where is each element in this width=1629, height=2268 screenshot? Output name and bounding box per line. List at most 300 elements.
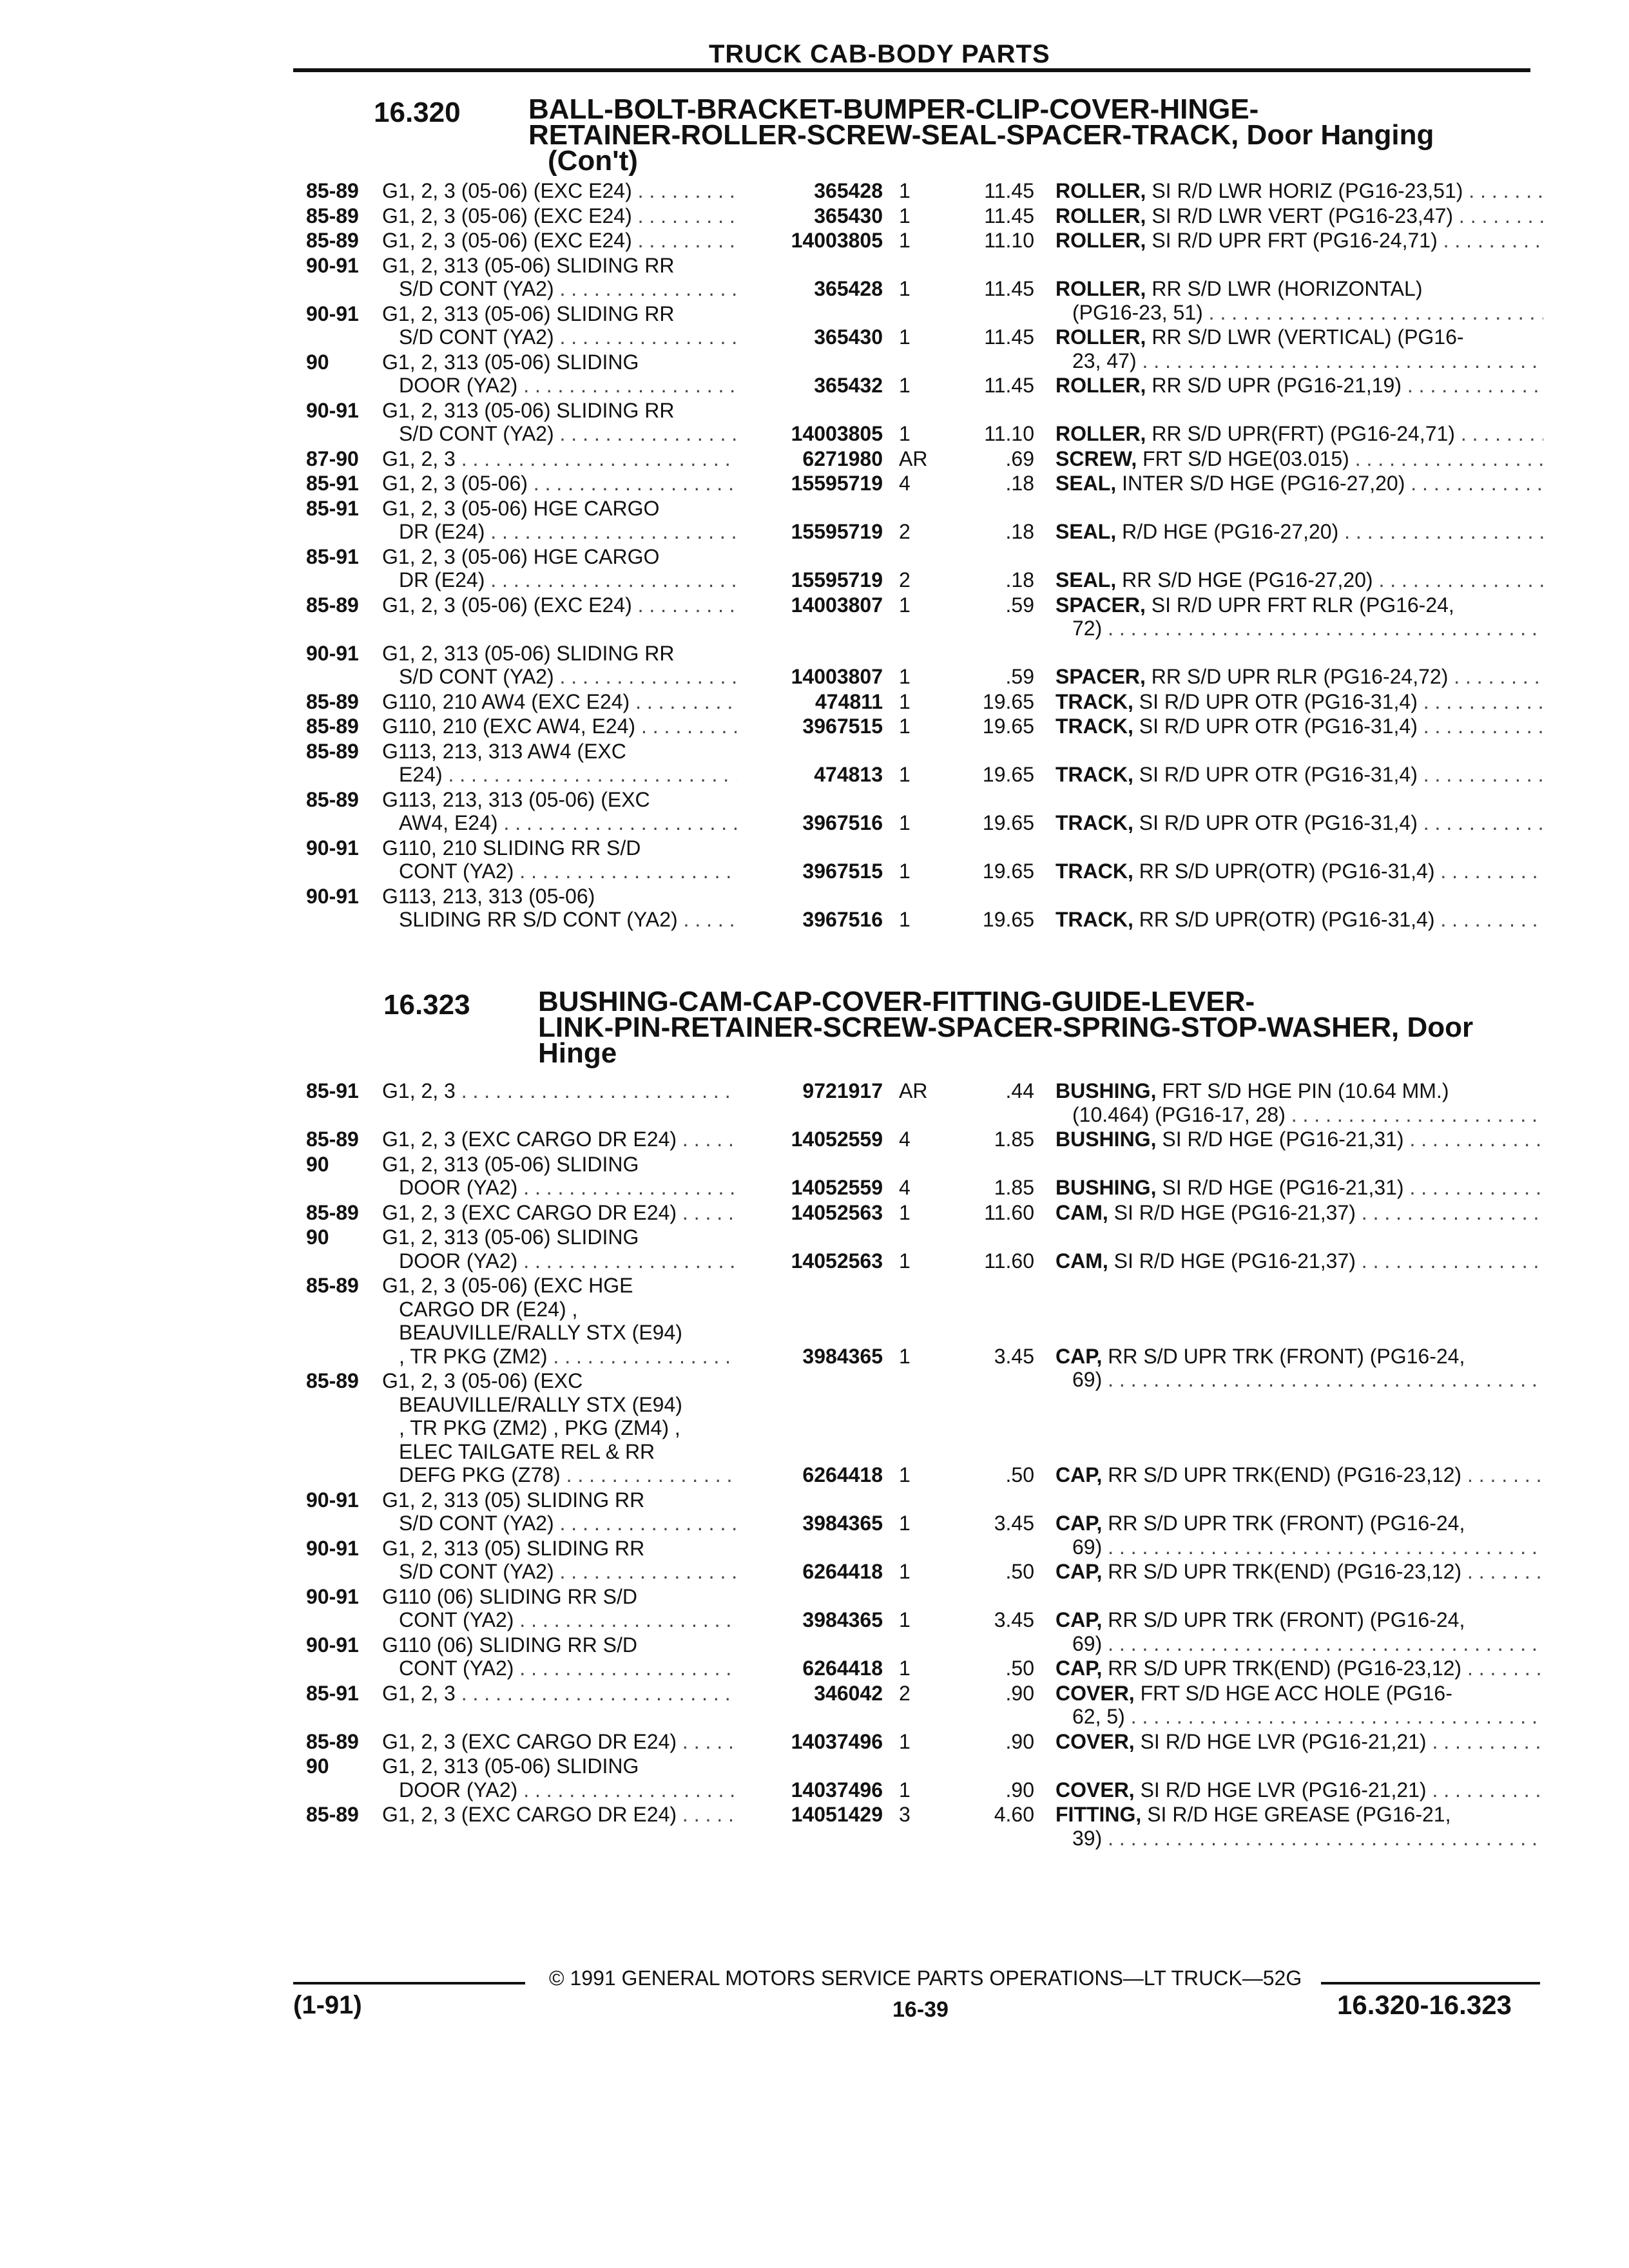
description-cell	[1055, 1682, 1543, 1729]
part-number: 14052563	[791, 1249, 883, 1273]
description-line	[1055, 690, 1543, 714]
year-range: 85-89	[306, 204, 359, 227]
description-head: CAP,	[1055, 1344, 1103, 1368]
price: 3.45	[994, 1344, 1034, 1368]
description-text: INTER S/D HGE (PG16-27,20)	[1122, 472, 1405, 495]
price: 19.65	[982, 763, 1034, 786]
price: 19.65	[982, 908, 1034, 931]
application-cell	[382, 1369, 737, 1487]
part-number: 3984365	[802, 1512, 883, 1535]
description-line	[1055, 908, 1543, 932]
part-number: 6264418	[802, 1463, 883, 1486]
description-line	[1055, 715, 1543, 738]
application-line: ELEC TAILGATE REL & RR	[399, 1439, 655, 1463]
quantity: 1	[899, 811, 911, 834]
table-row	[306, 1537, 1543, 1585]
application-cell	[382, 497, 737, 544]
application-line: S/D CONT (YA2) . . .	[382, 665, 737, 689]
description-text: 39)	[1072, 1826, 1103, 1850]
description-line	[1055, 1705, 1543, 1729]
application-line: G1, 2, 313 (05-06) SLIDING	[382, 1152, 639, 1176]
year-range: 85-89	[306, 1274, 359, 1297]
description-line	[1055, 204, 1543, 228]
part-number: 14052559	[791, 1128, 883, 1151]
table-row	[306, 1682, 1543, 1730]
application-cell	[382, 254, 737, 301]
description-cell	[1055, 204, 1543, 228]
description-cell	[1055, 860, 1543, 883]
part-number: 6264418	[802, 1657, 883, 1680]
description-head: CAM,	[1055, 1200, 1108, 1224]
application-cell	[382, 1488, 737, 1535]
application-line: G1, 2, 313 (05-06) SLIDING RR	[382, 253, 675, 277]
description-head: ROLLER,	[1055, 204, 1146, 227]
table-row	[306, 836, 1543, 885]
application-line: G110 (06) SLIDING RR S/D	[382, 1633, 637, 1657]
application-cell	[382, 1079, 737, 1103]
parts-list	[306, 179, 1543, 933]
price: 3.45	[994, 1608, 1034, 1631]
application-line: G1, 2, 313 (05) SLIDING RR	[382, 1488, 645, 1512]
application-cell	[382, 885, 737, 932]
description-head: CAM,	[1055, 1249, 1108, 1273]
part-number: 14003805	[791, 422, 883, 445]
footer-date: (1-91)	[293, 1991, 362, 2019]
description-text: SI R/D UPR FRT (PG16-24,71)	[1152, 229, 1438, 252]
description-text: SI R/D HGE LVR (PG16-21,21)	[1140, 1729, 1427, 1753]
description-text: SI R/D HGE GREASE (PG16-21,	[1147, 1803, 1451, 1826]
description-head: CAP,	[1055, 1560, 1103, 1583]
description-head: ROLLER,	[1055, 277, 1146, 300]
description-cell	[1055, 715, 1543, 738]
quantity: 2	[899, 1681, 911, 1705]
application-cell	[382, 593, 737, 617]
application-line: G1, 2, 3 (05-06) (EXC E24) . . .	[382, 179, 737, 203]
application-cell	[382, 788, 737, 835]
part-number: 474813	[814, 763, 883, 786]
description-text: RR S/D UPR(OTR) (PG16-31,4)	[1139, 860, 1435, 883]
description-text: SI R/D HGE (PG16-21,31)	[1162, 1176, 1404, 1199]
description-text: (PG16-23, 51)	[1072, 300, 1203, 324]
price: 4.60	[994, 1803, 1034, 1826]
application-line: G110 (06) SLIDING RR S/D	[382, 1584, 637, 1608]
year-range: 85-89	[306, 593, 359, 617]
quantity: 1	[899, 1463, 911, 1486]
part-number: 14051429	[791, 1803, 883, 1826]
description-text: RR S/D UPR RLR (PG16-24,72)	[1151, 665, 1449, 688]
description-line	[1055, 1249, 1543, 1273]
description-head: BUSHING,	[1055, 1176, 1157, 1199]
page-number: 16-39	[892, 1997, 949, 2022]
application-line: G113, 213, 313 (05-06) (EXC	[382, 787, 650, 811]
description-head: COVER,	[1055, 1729, 1135, 1753]
application-line: AW4, E24) . . .	[382, 811, 737, 835]
part-number: 3984365	[802, 1344, 883, 1368]
description-text: 69)	[1072, 1368, 1103, 1391]
description-cell	[1055, 422, 1543, 446]
description-line	[1055, 593, 1543, 617]
application-cell	[382, 1153, 737, 1200]
application-line: S/D CONT (YA2) . . .	[382, 422, 737, 446]
quantity: AR	[899, 447, 928, 470]
application-cell	[382, 1585, 737, 1632]
price: 11.45	[984, 325, 1034, 349]
quantity: 1	[899, 1512, 911, 1535]
description-line	[1055, 1730, 1543, 1754]
description-line	[1055, 568, 1543, 592]
footer-rule	[293, 1982, 525, 1984]
description-line	[1055, 325, 1543, 349]
application-cell	[382, 740, 737, 787]
description-head: ROLLER,	[1055, 422, 1146, 445]
quantity: 4	[899, 1128, 911, 1151]
section-title	[528, 93, 1547, 177]
description-cell	[1055, 1079, 1543, 1126]
description-text: SI R/D HGE (PG16-21,37)	[1113, 1200, 1356, 1224]
description-text: R/D HGE (PG16-27,20)	[1122, 520, 1339, 543]
table-row	[306, 1274, 1543, 1391]
application-line: G110, 210 (EXC AW4, E24) . . .	[382, 715, 737, 738]
section-title-line: BALL-BOLT-BRACKET-BUMPER-CLIP-COVER-HINGE-	[528, 93, 1259, 125]
table-row	[306, 472, 1543, 497]
application-line: G1, 2, 3 (05-06) HGE CARGO	[382, 544, 660, 568]
application-line: CONT (YA2) . . .	[382, 860, 737, 883]
section-range: 16.320-16.323	[1337, 1990, 1512, 2020]
description-line	[1055, 1608, 1543, 1632]
description-line	[1055, 763, 1543, 787]
description-text: RR S/D LWR (HORIZONTAL)	[1152, 277, 1423, 300]
year-range: 90-91	[306, 1536, 359, 1560]
description-text: SI R/D HGE LVR (PG16-21,21)	[1140, 1778, 1427, 1802]
application-line: G1, 2, 3 (05-06) HGE CARGO	[382, 496, 660, 520]
description-line	[1055, 617, 1543, 640]
application-line: G1, 2, 3 (05-06) (EXC	[382, 1369, 583, 1392]
description-head: ROLLER,	[1055, 229, 1146, 252]
description-line	[1055, 179, 1543, 203]
table-row	[306, 740, 1543, 788]
application-cell	[382, 179, 737, 203]
year-range: 85-89	[306, 1369, 359, 1392]
description-cell	[1055, 1249, 1543, 1273]
table-row	[306, 204, 1543, 229]
description-line	[1055, 277, 1543, 301]
application-line: G1, 2, 3 (EXC CARGO DR E24) . . .	[382, 1128, 737, 1151]
price: 19.65	[982, 689, 1034, 713]
year-range: 85-89	[306, 1729, 359, 1753]
quantity: 4	[899, 1176, 911, 1199]
year-range: 85-91	[306, 472, 359, 495]
year-range: 90-91	[306, 836, 359, 860]
table-row	[306, 1225, 1543, 1274]
part-number: 3984365	[802, 1608, 883, 1631]
price: 11.45	[984, 204, 1034, 227]
table-row	[306, 497, 1543, 545]
page-title: TRUCK CAB-BODY PARTS	[709, 40, 1050, 68]
table-row	[306, 1079, 1543, 1128]
application-line: DOOR (YA2) . . .	[382, 1249, 737, 1273]
description-head: BUSHING,	[1055, 1079, 1157, 1102]
part-number: 365430	[814, 325, 883, 349]
description-text: FRT S/D HGE ACC HOLE (PG16-	[1140, 1681, 1452, 1705]
price: .18	[1005, 568, 1034, 591]
table-row	[306, 1730, 1543, 1755]
year-range: 85-89	[306, 787, 359, 811]
application-line: G1, 2, 313 (05-06) SLIDING RR	[382, 398, 675, 422]
table-row	[306, 1201, 1543, 1226]
price: .59	[1005, 665, 1034, 688]
application-cell	[382, 229, 737, 253]
table-row	[306, 302, 1543, 372]
table-row	[306, 1128, 1543, 1153]
application-line: G1, 2, 3 (05-06) (EXC E24) . . .	[382, 593, 737, 617]
year-range: 85-89	[306, 715, 359, 738]
price: 11.45	[984, 179, 1034, 202]
table-row	[306, 447, 1543, 472]
application-line: G1, 2, 313 (05) SLIDING RR	[382, 1536, 645, 1560]
description-cell	[1055, 179, 1543, 203]
quantity: 4	[899, 472, 911, 495]
section-title-line: LINK-PIN-RETAINER-SCREW-SPACER-SPRING-STOP-WASHER, Door	[538, 1012, 1474, 1043]
application-line: G1, 2, 3 . . .	[382, 447, 737, 471]
description-cell	[1055, 763, 1543, 787]
description-text: 69)	[1072, 1631, 1103, 1655]
description-text: RR S/D LWR (VERTICAL) (PG16-	[1152, 325, 1464, 349]
description-text: SI R/D HGE (PG16-21,37)	[1113, 1249, 1356, 1273]
description-line	[1055, 665, 1543, 689]
description-head: TRACK,	[1055, 715, 1133, 738]
table-row	[306, 788, 1543, 836]
description-line	[1055, 1512, 1543, 1535]
description-line	[1055, 1682, 1543, 1706]
description-line	[1055, 1803, 1543, 1827]
application-line: G1, 2, 3 (05-06) (EXC E24) . . .	[382, 204, 737, 228]
quantity: 1	[899, 1729, 911, 1753]
description-cell	[1055, 1560, 1543, 1584]
description-cell	[1055, 520, 1543, 544]
part-number: 14037496	[791, 1778, 883, 1802]
quantity: 1	[899, 665, 911, 688]
section-number: 16.320	[374, 97, 461, 128]
description-head: TRACK,	[1055, 689, 1133, 713]
application-cell	[382, 1730, 737, 1754]
year-range: 85-91	[306, 544, 359, 568]
application-line: CARGO DR (E24) ,	[399, 1297, 578, 1321]
year-range: 85-89	[306, 739, 359, 763]
year-range: 85-89	[306, 179, 359, 202]
quantity: AR	[899, 1079, 928, 1102]
table-row	[306, 1153, 1543, 1201]
part-number: 6264418	[802, 1560, 883, 1583]
description-head: TRACK,	[1055, 763, 1133, 786]
application-line: , TR PKG (ZM2) , PKG (ZM4) ,	[399, 1416, 680, 1439]
description-cell	[1055, 374, 1543, 398]
application-cell	[382, 1274, 737, 1368]
application-line: G1, 2, 3 . . .	[382, 1682, 737, 1706]
description-line	[1055, 1103, 1543, 1127]
table-row	[306, 690, 1543, 715]
year-range: 85-89	[306, 1200, 359, 1224]
application-line: S/D CONT (YA2) . . .	[382, 325, 737, 349]
description-text: SI R/D LWR VERT (PG16-23,47)	[1152, 204, 1454, 227]
table-row	[306, 642, 1543, 690]
part-number: 14003807	[791, 593, 883, 617]
section-title-line: RETAINER-ROLLER-SCREW-SEAL-SPACER-TRACK, Door Hanging	[528, 119, 1434, 151]
part-number: 14052559	[791, 1176, 883, 1199]
description-head: SEAL,	[1055, 568, 1117, 591]
table-row	[306, 229, 1543, 254]
application-cell	[382, 545, 737, 592]
quantity: 1	[899, 1778, 911, 1802]
quantity: 1	[899, 860, 911, 883]
description-cell	[1055, 1176, 1543, 1200]
table-row	[306, 351, 1543, 399]
description-line	[1055, 1657, 1543, 1680]
quantity: 1	[899, 763, 911, 786]
price: 19.65	[982, 811, 1034, 834]
table-row	[306, 885, 1543, 933]
price: 19.65	[982, 715, 1034, 738]
application-cell	[382, 1633, 737, 1680]
footer-rule	[1321, 1982, 1540, 1984]
application-line: G1, 2, 3 (05-06) (EXC E24) . . .	[382, 229, 737, 253]
application-cell	[382, 1201, 737, 1225]
section-title-line: Hinge	[538, 1037, 617, 1069]
application-line: S/D CONT (YA2) . . .	[382, 277, 737, 301]
price: .59	[1005, 593, 1034, 617]
part-number: 3967515	[802, 715, 883, 738]
description-text: FRT S/D HGE(03.015)	[1142, 447, 1349, 470]
application-cell	[382, 715, 737, 738]
application-cell	[382, 1682, 737, 1706]
description-cell	[1055, 1657, 1543, 1680]
description-line	[1055, 229, 1543, 253]
quantity: 1	[899, 422, 911, 445]
price: .90	[1005, 1778, 1034, 1802]
application-line: CONT (YA2) . . .	[382, 1608, 737, 1632]
price: .50	[1005, 1560, 1034, 1583]
application-cell	[382, 351, 737, 398]
description-head: CAP,	[1055, 1512, 1103, 1535]
description-head: CAP,	[1055, 1463, 1103, 1486]
description-head: TRACK,	[1055, 811, 1133, 834]
description-text: RR S/D UPR TRK(END) (PG16-23,12)	[1108, 1560, 1462, 1583]
price: .50	[1005, 1657, 1034, 1680]
application-line: S/D CONT (YA2) . . .	[382, 1560, 737, 1584]
description-head: SPACER,	[1055, 593, 1146, 617]
quantity: 3	[899, 1803, 911, 1826]
description-line	[1055, 422, 1543, 446]
quantity: 2	[899, 520, 911, 543]
price: .50	[1005, 1463, 1034, 1486]
section-number: 16.323	[383, 989, 470, 1021]
part-number: 9721917	[802, 1079, 883, 1102]
application-line: G1, 2, 3 (EXC CARGO DR E24) . . .	[382, 1803, 737, 1827]
price: .18	[1005, 472, 1034, 495]
price: 11.45	[984, 277, 1034, 300]
year-range: 90	[306, 1754, 329, 1778]
description-cell	[1055, 568, 1543, 592]
year-range: 85-89	[306, 689, 359, 713]
part-number: 365428	[814, 277, 883, 300]
year-range: 90-91	[306, 884, 359, 908]
part-number: 3967515	[802, 860, 883, 883]
footer-copyright: © 1991 GENERAL MOTORS SERVICE PARTS OPERATIONS—LT TRUCK—52G	[549, 1966, 1302, 1990]
year-range: 85-91	[306, 496, 359, 520]
application-line: DOOR (YA2) . . .	[382, 374, 737, 398]
year-range: 85-91	[306, 1681, 359, 1705]
quantity: 1	[899, 1560, 911, 1583]
part-number: 14037496	[791, 1729, 883, 1753]
quantity: 1	[899, 689, 911, 713]
description-text: SI R/D LWR HORIZ (PG16-23,51)	[1152, 179, 1463, 202]
year-range: 90-91	[306, 398, 359, 422]
application-cell	[382, 690, 737, 714]
description-head: ROLLER,	[1055, 325, 1146, 349]
table-row	[306, 1584, 1543, 1655]
description-cell	[1055, 811, 1543, 835]
description-line	[1055, 811, 1543, 835]
section-title-line: BUSHING-CAM-CAP-COVER-FITTING-GUIDE-LEVER-	[538, 986, 1255, 1017]
description-text: SI R/D HGE (PG16-21,31)	[1162, 1128, 1404, 1151]
price: 3.45	[994, 1512, 1034, 1535]
description-line	[1055, 1560, 1543, 1584]
year-range: 90-91	[306, 1584, 359, 1608]
year-range: 90-91	[306, 253, 359, 277]
description-head: TRACK,	[1055, 908, 1133, 931]
description-head: ROLLER,	[1055, 374, 1146, 397]
table-row	[306, 1488, 1543, 1559]
description-text: RR S/D UPR (PG16-21,19)	[1152, 374, 1402, 397]
description-line	[1055, 374, 1543, 398]
table-row	[306, 593, 1543, 642]
description-head: SEAL,	[1055, 472, 1117, 495]
part-number: 474811	[815, 689, 883, 713]
application-line: DOOR (YA2) . . .	[382, 1176, 737, 1200]
application-line: , TR PKG (ZM2) . . .	[382, 1345, 737, 1369]
description-head: ROLLER,	[1055, 179, 1146, 202]
description-text: 69)	[1072, 1535, 1103, 1559]
price: .90	[1005, 1729, 1034, 1753]
description-cell	[1055, 593, 1543, 640]
header-rule	[293, 68, 1530, 72]
description-cell	[1055, 1128, 1543, 1151]
part-number: 14003807	[791, 665, 883, 688]
quantity: 1	[899, 1657, 911, 1680]
description-text: SI R/D UPR OTR (PG16-31,4)	[1139, 763, 1418, 786]
description-text: (10.464) (PG16-17, 28)	[1072, 1102, 1286, 1126]
application-cell	[382, 302, 737, 349]
part-number: 3967516	[802, 811, 883, 834]
table-row	[306, 545, 1543, 593]
application-line: DOOR (YA2) . . .	[382, 1778, 737, 1802]
description-head: SEAL,	[1055, 520, 1117, 543]
year-range: 90-91	[306, 1633, 359, 1657]
price: 19.65	[982, 860, 1034, 883]
application-cell	[382, 204, 737, 228]
year-range: 85-89	[306, 1803, 359, 1826]
table-row	[306, 715, 1543, 740]
description-cell	[1055, 665, 1543, 689]
description-cell	[1055, 690, 1543, 714]
description-cell	[1055, 908, 1543, 932]
price: 11.60	[984, 1249, 1034, 1273]
application-line: G113, 213, 313 (05-06)	[382, 884, 595, 908]
description-text: SI R/D UPR OTR (PG16-31,4)	[1139, 811, 1418, 834]
description-head: COVER,	[1055, 1681, 1135, 1705]
year-range: 90-91	[306, 1488, 359, 1512]
description-cell	[1055, 1778, 1543, 1802]
parts-list	[306, 1079, 1543, 1851]
